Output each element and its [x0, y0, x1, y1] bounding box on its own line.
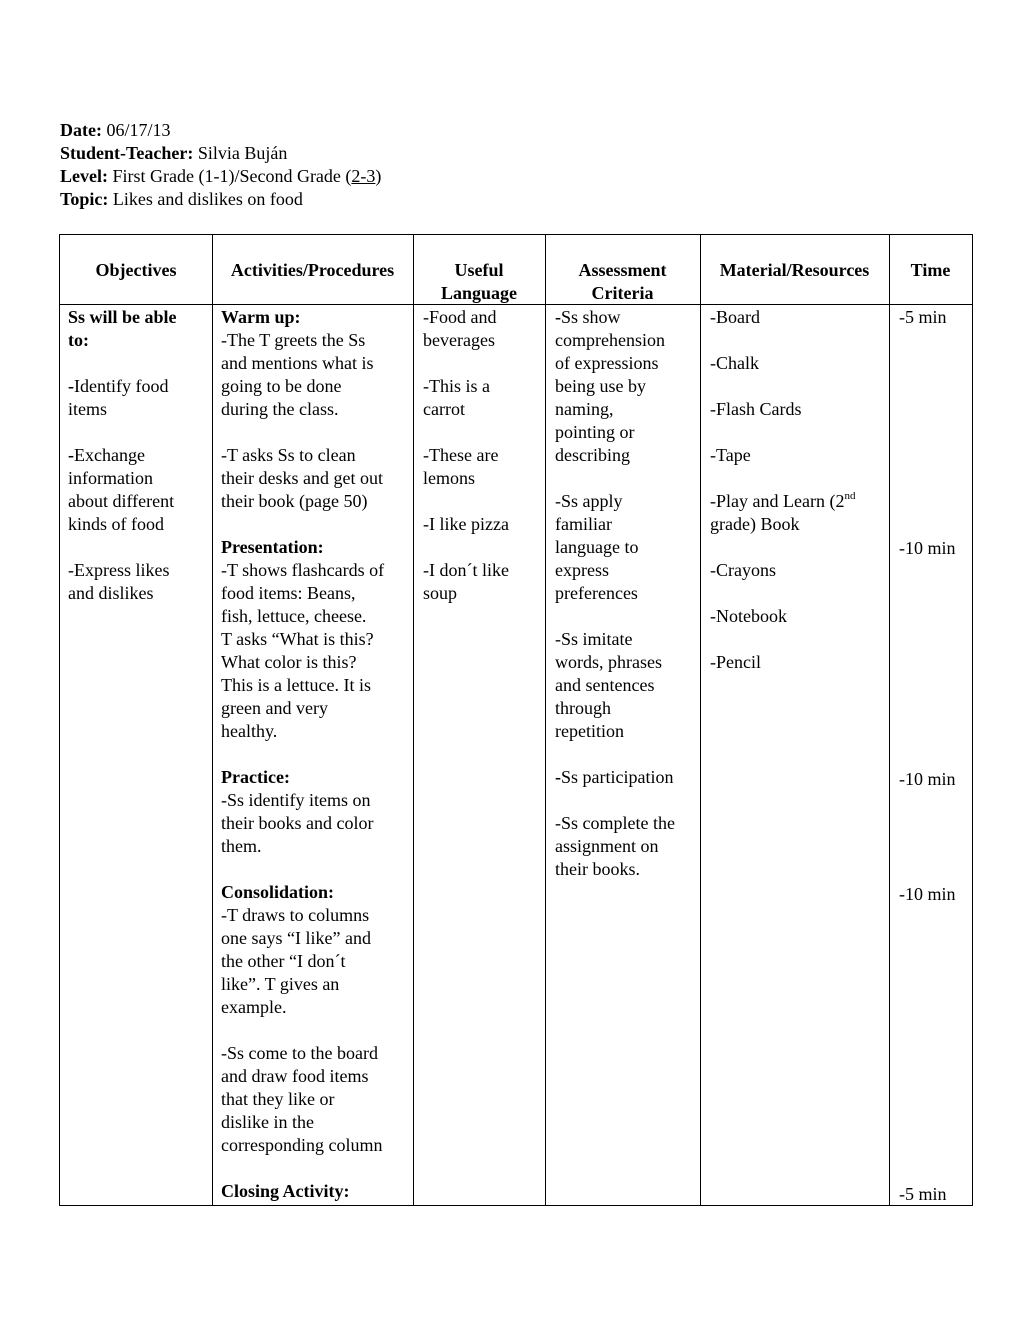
assessment-line: Ss participation: [561, 767, 674, 787]
bullet: -: [555, 767, 561, 787]
objectives-intro: Ss will be able: [68, 307, 177, 327]
date-value: 06/17/13: [101, 120, 171, 140]
document-header: [60, 119, 381, 211]
activity-line: example.: [221, 997, 287, 1017]
assessment-line: Ss show: [561, 307, 621, 327]
teacher-label: Student-Teacher:: [60, 143, 194, 163]
assessment-line: -Ss apply: [555, 491, 623, 511]
language-line: lemons: [423, 468, 475, 488]
language-line: -Food and: [423, 307, 497, 327]
activity-line: their desks and get out: [221, 468, 383, 488]
column-divider: [889, 235, 890, 1205]
time-value: -5 min: [899, 307, 947, 327]
useful-language-cell: [423, 306, 509, 605]
header-activities: Activities/Procedures: [230, 260, 395, 280]
activity-line: -T draws to columns: [221, 905, 370, 925]
assessment-line: through: [555, 698, 611, 718]
assessment-line: preferences: [555, 583, 638, 603]
objective-item: and dislikes: [68, 583, 154, 603]
objective-item: -Express likes: [68, 560, 170, 580]
activity-line: that they like or: [221, 1089, 335, 1109]
time-value: -10 min: [899, 769, 956, 789]
header-assessment: [545, 259, 700, 305]
assessment-line: and sentences: [555, 675, 655, 695]
material-item: -Board: [710, 307, 760, 327]
assessment-line: assignment on: [555, 836, 659, 856]
section-heading-presentation: Presentation:: [221, 537, 324, 557]
header-assessment-line1: Assessment: [578, 260, 667, 280]
language-line: -This is a: [423, 376, 490, 396]
assessment-cell: [555, 306, 675, 881]
activity-line: going to be done: [221, 376, 342, 396]
activity-line: and mentions what is: [221, 353, 374, 373]
header-materials: Material/Resources: [719, 260, 870, 280]
assessment-line: pointing or: [555, 422, 635, 442]
level-value-underlined: 2-3: [351, 166, 376, 186]
objective-item: Identify food: [74, 376, 169, 396]
activity-line: fish, lettuce, cheese.: [221, 606, 367, 626]
header-objectives: Objectives: [95, 260, 177, 280]
activity-line: green and very: [221, 698, 328, 718]
activity-line: their book (page 50): [221, 491, 368, 511]
language-line: -These are: [423, 445, 499, 465]
language-line: -I like pizza: [423, 514, 509, 534]
activity-line: their books and color: [221, 813, 374, 833]
bullet: -: [555, 307, 561, 327]
header-assessment-line2: Criteria: [591, 283, 654, 303]
assessment-line: express: [555, 560, 609, 580]
header-useful-language-line2: Language: [440, 283, 518, 303]
material-item: -Tape: [710, 445, 751, 465]
material-item: grade) Book: [710, 514, 800, 534]
assessment-line: their books.: [555, 859, 640, 879]
assessment-line: -Ss imitate: [555, 629, 633, 649]
date-label: Date:: [60, 120, 102, 140]
objective-item: kinds of food: [68, 514, 164, 534]
column-divider: [413, 235, 414, 1205]
section-heading-practice: Practice:: [221, 767, 290, 787]
level-value: First Grade (1-1)/Second Grade (: [107, 166, 352, 186]
activity-line: -T asks Ss to clean: [221, 445, 356, 465]
activity-line: during the class.: [221, 399, 339, 419]
activity-line: -Ss come to the board: [221, 1043, 378, 1063]
topic-label: Topic:: [60, 189, 109, 209]
section-heading-closing: Closing Activity:: [221, 1181, 350, 1201]
activity-line: and draw food items: [221, 1066, 369, 1086]
material-item-text: -Play and Learn (2: [710, 491, 845, 511]
material-item: -Chalk: [710, 353, 759, 373]
column-divider: [545, 235, 546, 1205]
activity-line: What color is this?: [221, 652, 357, 672]
assessment-line: of expressions: [555, 353, 659, 373]
assessment-line: -Ss complete the: [555, 813, 675, 833]
bullet: -: [68, 445, 74, 465]
level-value-end: ): [375, 166, 382, 186]
bullet: -: [68, 376, 74, 396]
topic-value: Likes and dislikes on food: [108, 189, 303, 209]
activity-line: -T shows flashcards of: [221, 560, 385, 580]
activity-line: corresponding column: [221, 1135, 383, 1155]
activity-line: healthy.: [221, 721, 278, 741]
language-line: soup: [423, 583, 458, 603]
objective-item: items: [68, 399, 107, 419]
section-heading-consolidation: Consolidation:: [221, 882, 335, 902]
assessment-line: familiar: [555, 514, 612, 534]
activity-line: -Ss identify items on: [221, 790, 371, 810]
time-value: -10 min: [899, 538, 956, 558]
assessment-line: naming,: [555, 399, 614, 419]
language-line: beverages: [423, 330, 495, 350]
section-heading-warmup: Warm up:: [221, 307, 301, 327]
header-time: Time: [910, 260, 951, 280]
header-useful-language: [413, 259, 545, 305]
activity-line: food items: Beans,: [221, 583, 356, 603]
topic-line: [60, 188, 381, 211]
assessment-line: being use by: [555, 376, 646, 396]
column-divider: [212, 235, 213, 1205]
activity-line: -The T greets the Ss: [221, 330, 366, 350]
objective-item: about different: [68, 491, 175, 511]
activities-cell: [221, 306, 384, 1203]
activity-line: This is a lettuce. It is: [221, 675, 371, 695]
activity-line: T asks “What is this?: [221, 629, 374, 649]
time-value: -5 min: [899, 1184, 947, 1204]
objectives-cell: [68, 306, 177, 605]
material-item: -Notebook: [710, 606, 787, 626]
date-line: [60, 119, 381, 142]
teacher-value: Silvia Buján: [193, 143, 288, 163]
material-item: -Pencil: [710, 652, 761, 672]
assessment-line: words, phrases: [555, 652, 662, 672]
materials-cell: [710, 306, 855, 674]
activity-line: like”. T gives an: [221, 974, 340, 994]
material-item: -Flash Cards: [710, 399, 802, 419]
activity-line: dislike in the: [221, 1112, 314, 1132]
objectives-intro-end: to:: [68, 330, 89, 350]
activity-line: one says “I like” and: [221, 928, 371, 948]
material-item: -Crayons: [710, 560, 776, 580]
time-value: -10 min: [899, 884, 956, 904]
language-line: carrot: [423, 399, 465, 419]
language-line: -I don´t like: [423, 560, 509, 580]
level-label: Level:: [60, 166, 108, 186]
activity-line: them.: [221, 836, 262, 856]
teacher-line: [60, 142, 381, 165]
assessment-line: comprehension: [555, 330, 665, 350]
header-useful-language-line1: Useful: [454, 260, 504, 280]
material-item: [710, 490, 855, 513]
objective-item: Exchange: [74, 445, 145, 465]
material-item-superscript: nd: [844, 490, 856, 502]
column-divider: [700, 235, 701, 1205]
assessment-line: language to: [555, 537, 639, 557]
assessment-line: describing: [555, 445, 630, 465]
activity-line: the other “I don´t: [221, 951, 346, 971]
level-line: [60, 165, 381, 188]
lesson-plan-table: [59, 234, 973, 1206]
objective-item: information: [68, 468, 153, 488]
assessment-line: repetition: [555, 721, 624, 741]
